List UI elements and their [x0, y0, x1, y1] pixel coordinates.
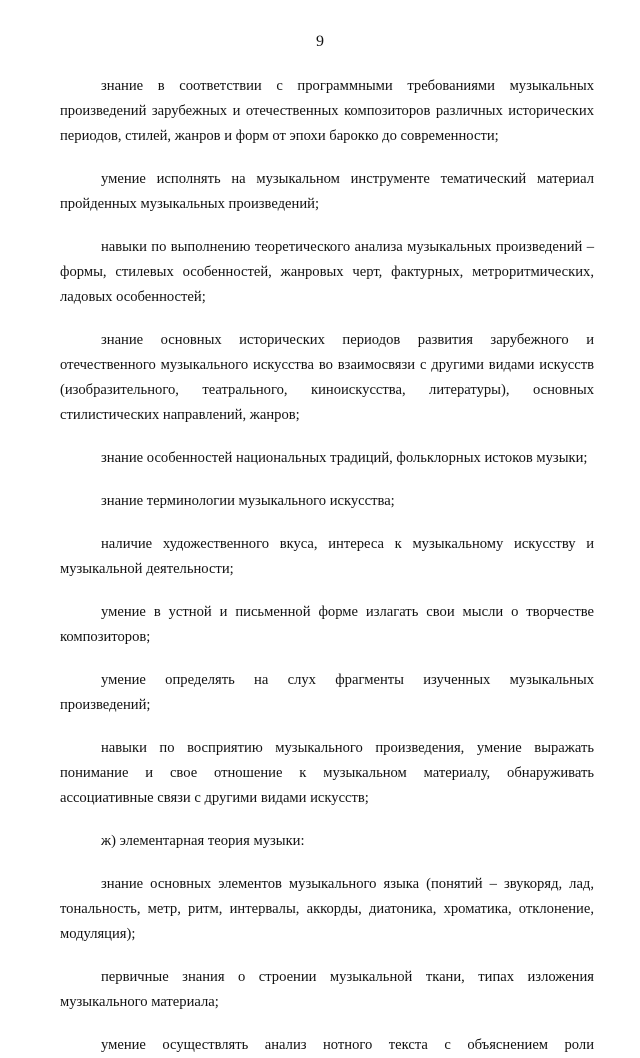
paragraph: умение осуществлять анализ нотного текста с объяснением роли	[101, 1037, 594, 1053]
paragraph: умение определять на слух фрагменты изученных музыкальных произведений;	[60, 672, 594, 713]
paragraph: знание основных исторических периодов развития зарубежного и отечественного музыкального искусства во взаимосвязи с другими видами искусств (изобразительного, театрального, киноискусства, литературы), основных стилистических направлений, жанров;	[60, 332, 594, 423]
paragraph: умение исполнять на музыкальном инструменте тематический материал пройденных музыкальных произведений;	[60, 171, 594, 212]
document-body	[60, 74, 594, 1058]
paragraph: знание терминологии музыкального искусства;	[101, 493, 395, 509]
paragraph: знание основных элементов музыкального языка (понятий – звукоряд, лад, тональность, метр, ритм, интервалы, аккорды, диатоника, хроматика, отклонение, модуляция);	[60, 876, 594, 942]
page-number: 9	[316, 33, 324, 50]
paragraph: навыки по выполнению теоретического анализа музыкальных произведений – формы, стилевых особенностей, жанровых черт, фактурных, метроритмических, ладовых особенностей;	[60, 239, 594, 305]
paragraph: знание в соответствии с программными требованиями музыкальных произведений зарубежных и отечественных композиторов различных исторических периодов, стилей, жанров и форм от эпохи барокко до современности;	[60, 78, 594, 144]
paragraph: первичные знания о строении музыкальной ткани, типах изложения музыкального материала;	[60, 969, 594, 1010]
paragraph: знание особенностей национальных традиций, фольклорных истоков музыки;	[101, 450, 588, 466]
paragraph: навыки по восприятию музыкального произведения, умение выражать понимание и свое отношение к музыкальном материалу, обнаруживать ассоциативные связи с другими видами искусств;	[60, 740, 594, 806]
paragraph: наличие художественного вкуса, интереса к музыкальному искусству и музыкальной деятельности;	[60, 536, 594, 577]
section-heading: ж) элементарная теория музыки:	[101, 833, 305, 849]
paragraph: умение в устной и письменной форме излагать свои мысли о творчестве композиторов;	[60, 604, 594, 645]
